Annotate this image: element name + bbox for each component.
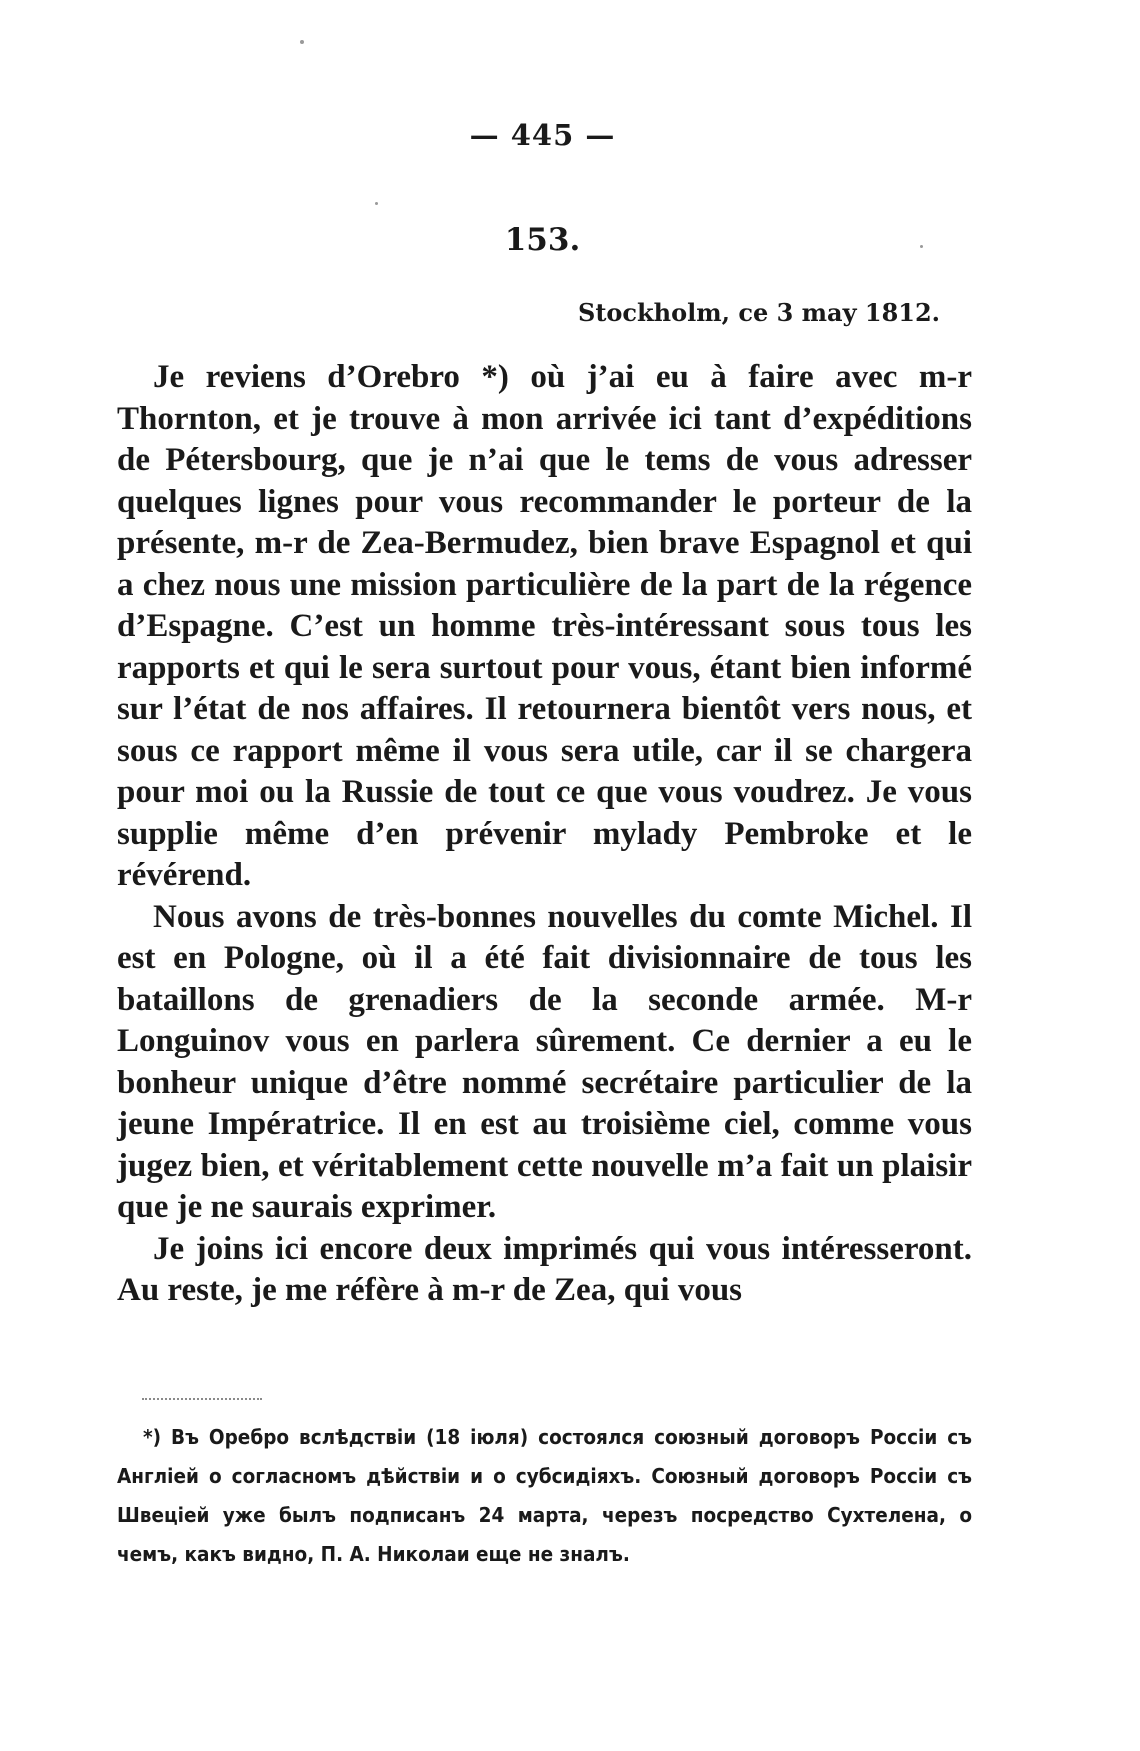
paragraph: Nous avons de très-bonnes nouvelles du comte Michel. Il est en Pologne, où il a été fait divisionnaire de tous les bataillons de grenadiers de la seconde armée. M-r Longuinov vous en parlera sûrement. Ce dernier a eu le bonheur unique d’être nommé secrétaire particulier de la jeune Impératrice. Il en est au troisième ciel, comme vous jugez bien, et véritablement cette nouvelle m’a fait un plaisir que je ne saurais exprimer.: [117, 898, 972, 1225]
letter-body: [117, 357, 972, 1312]
letter-dateline: Stockholm, ce 3 may 1812.: [578, 298, 941, 327]
footnote-text: Въ Оребро вслѣдствіи (18 іюля) состоялся союзный договоръ Россіи съ Англіей о согласномъ дѣйствіи и о субсидіяхъ. Союзный договоръ Россіи съ Швеціей уже былъ подписанъ 24 марта, черезъ посредство Сухтелена, о чемъ, какъ видно, П. А. Николаи еще не зналъ.: [117, 1425, 972, 1566]
print-speck: [300, 40, 304, 44]
print-speck: [375, 202, 378, 205]
footnote-separator: [142, 1398, 262, 1400]
page-number: — 445 —: [469, 118, 616, 152]
footnote-marker: *): [143, 1425, 162, 1449]
paragraph: Je joins ici encore deux imprimés qui vous intéresseront. Au reste, je me réfère à m-r de Zea, qui vous: [117, 1230, 972, 1308]
paragraph: Je reviens d’Orebro *) où j’ai eu à faire avec m-r Thornton, et je trouve à mon arrivée ici tant d’expéditions de Pétersbourg, que je n’ai que le tems de vous adresser quelques lignes pour vous recommander le porteur de la présente, m-r de Zea-Bermudez, bien brave Espagnol et qui a chez nous une mission particulière de la part de la régence d’Espagne. C’est un homme très-intéressant sous tous les rapports et qui le sera surtout pour vous, étant bien informé sur l’état de nos affaires. Il retournera bientôt vers nous, et sous ce rapport même il vous sera utile, car il se chargera pour moi ou la Russie de tout ce que vous voudrez. Je vous supplie même d’en prévenir mylady Pembroke et le révérend.: [117, 359, 972, 893]
footnote: [117, 1418, 972, 1574]
letter-number: 153.: [504, 222, 581, 258]
